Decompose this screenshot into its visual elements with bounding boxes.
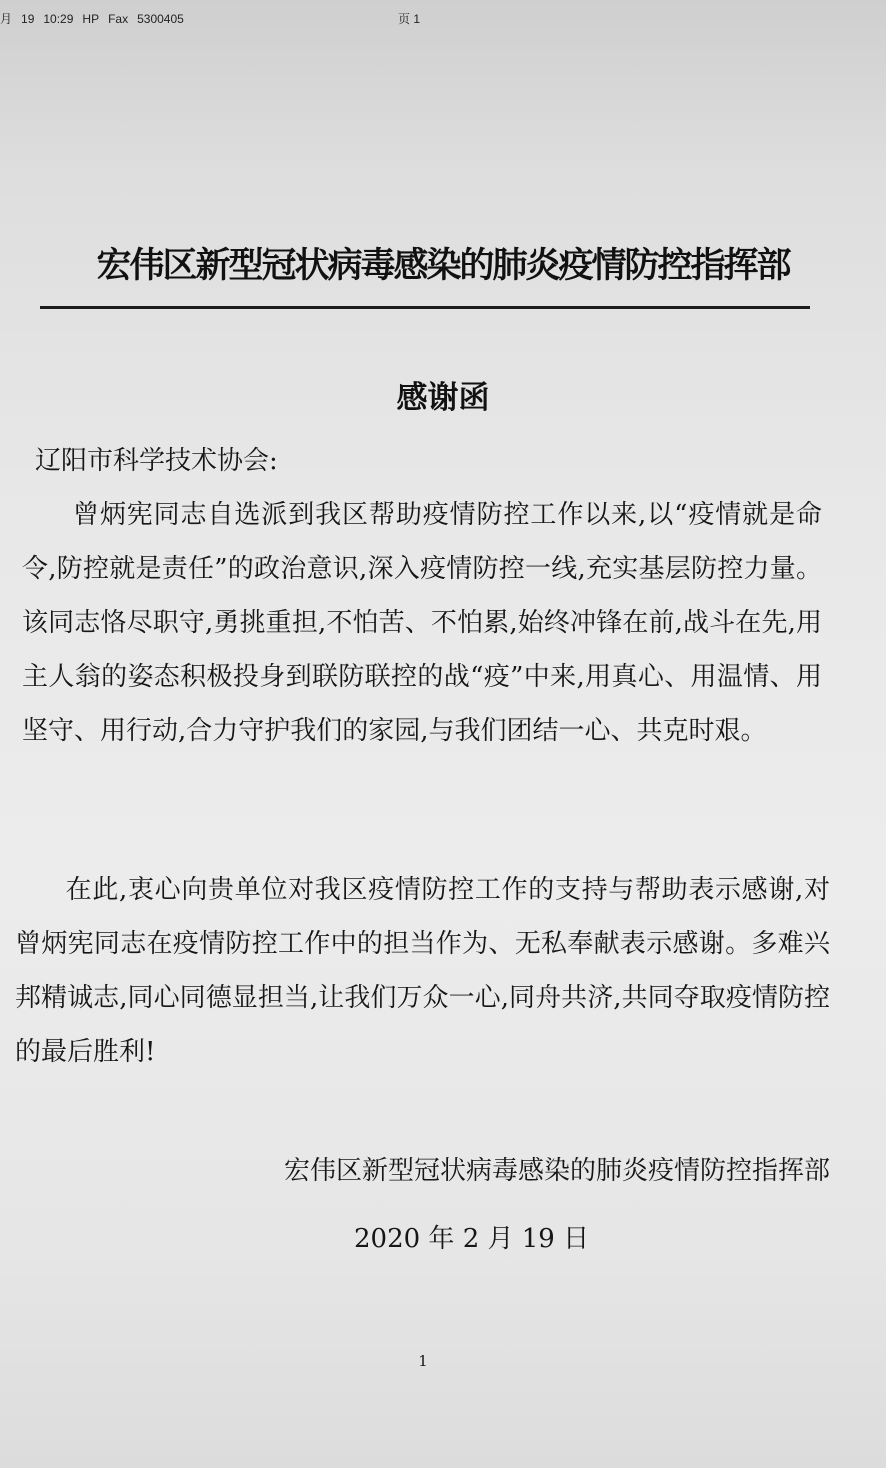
fax-page-label: 页 1 — [398, 12, 421, 26]
letter-paragraph-1-text: 曾炳宪同志自选派到我区帮助疫情防控工作以来,以“疫情就是命令,防控就是责任”的政治意识,深入疫情防控一线,充实基层防控力量。该同志恪尽职守,勇挑重担,不怕苦、不怕累,始终冲锋在前,战斗在先,用主人翁的姿态积极投身到联防联控的战“疫”中来,用真心、用温情、用坚守、用行动,合力守护我们的家园,与我们团结一心、共克时艰。 — [22, 500, 822, 746]
letter-salutation: 辽阳市科学技术协会: — [35, 446, 278, 476]
letter-paragraph-2 — [15, 863, 830, 1079]
page-number: 1 — [418, 1352, 428, 1370]
fax-time: 10:29 — [43, 12, 74, 26]
letter-paragraph-1 — [22, 488, 822, 758]
letter-signature: 宏伟区新型冠状病毒感染的肺炎疫情防控指挥部 — [283, 1156, 830, 1186]
letterhead-org-name: 宏伟区新型冠状病毒感染的肺炎疫情防控指挥部 — [96, 246, 790, 286]
fax-brand: HP — [82, 12, 100, 26]
fax-header — [0, 10, 886, 28]
fax-day: 19 — [21, 12, 35, 26]
fax-label: Fax — [108, 12, 129, 26]
fax-month: 月 — [0, 12, 13, 26]
letterhead-divider — [40, 306, 810, 309]
fax-number: 5300405 — [137, 12, 184, 26]
fax-transmission-line — [0, 10, 193, 27]
letter-title: 感谢函 — [396, 380, 490, 416]
letter-date: 2020 年 2 月 19 日 — [354, 1224, 590, 1254]
letter-paragraph-2-text: 在此,衷心向贵单位对我区疫情防控工作的支持与帮助表示感谢,对曾炳宪同志在疫情防控工作中的担当作为、无私奉献表示感谢。多难兴邦精诚志,同心同德显担当,让我们万众一心,同舟共济,共同夺取疫情防控的最后胜利! — [15, 875, 830, 1067]
